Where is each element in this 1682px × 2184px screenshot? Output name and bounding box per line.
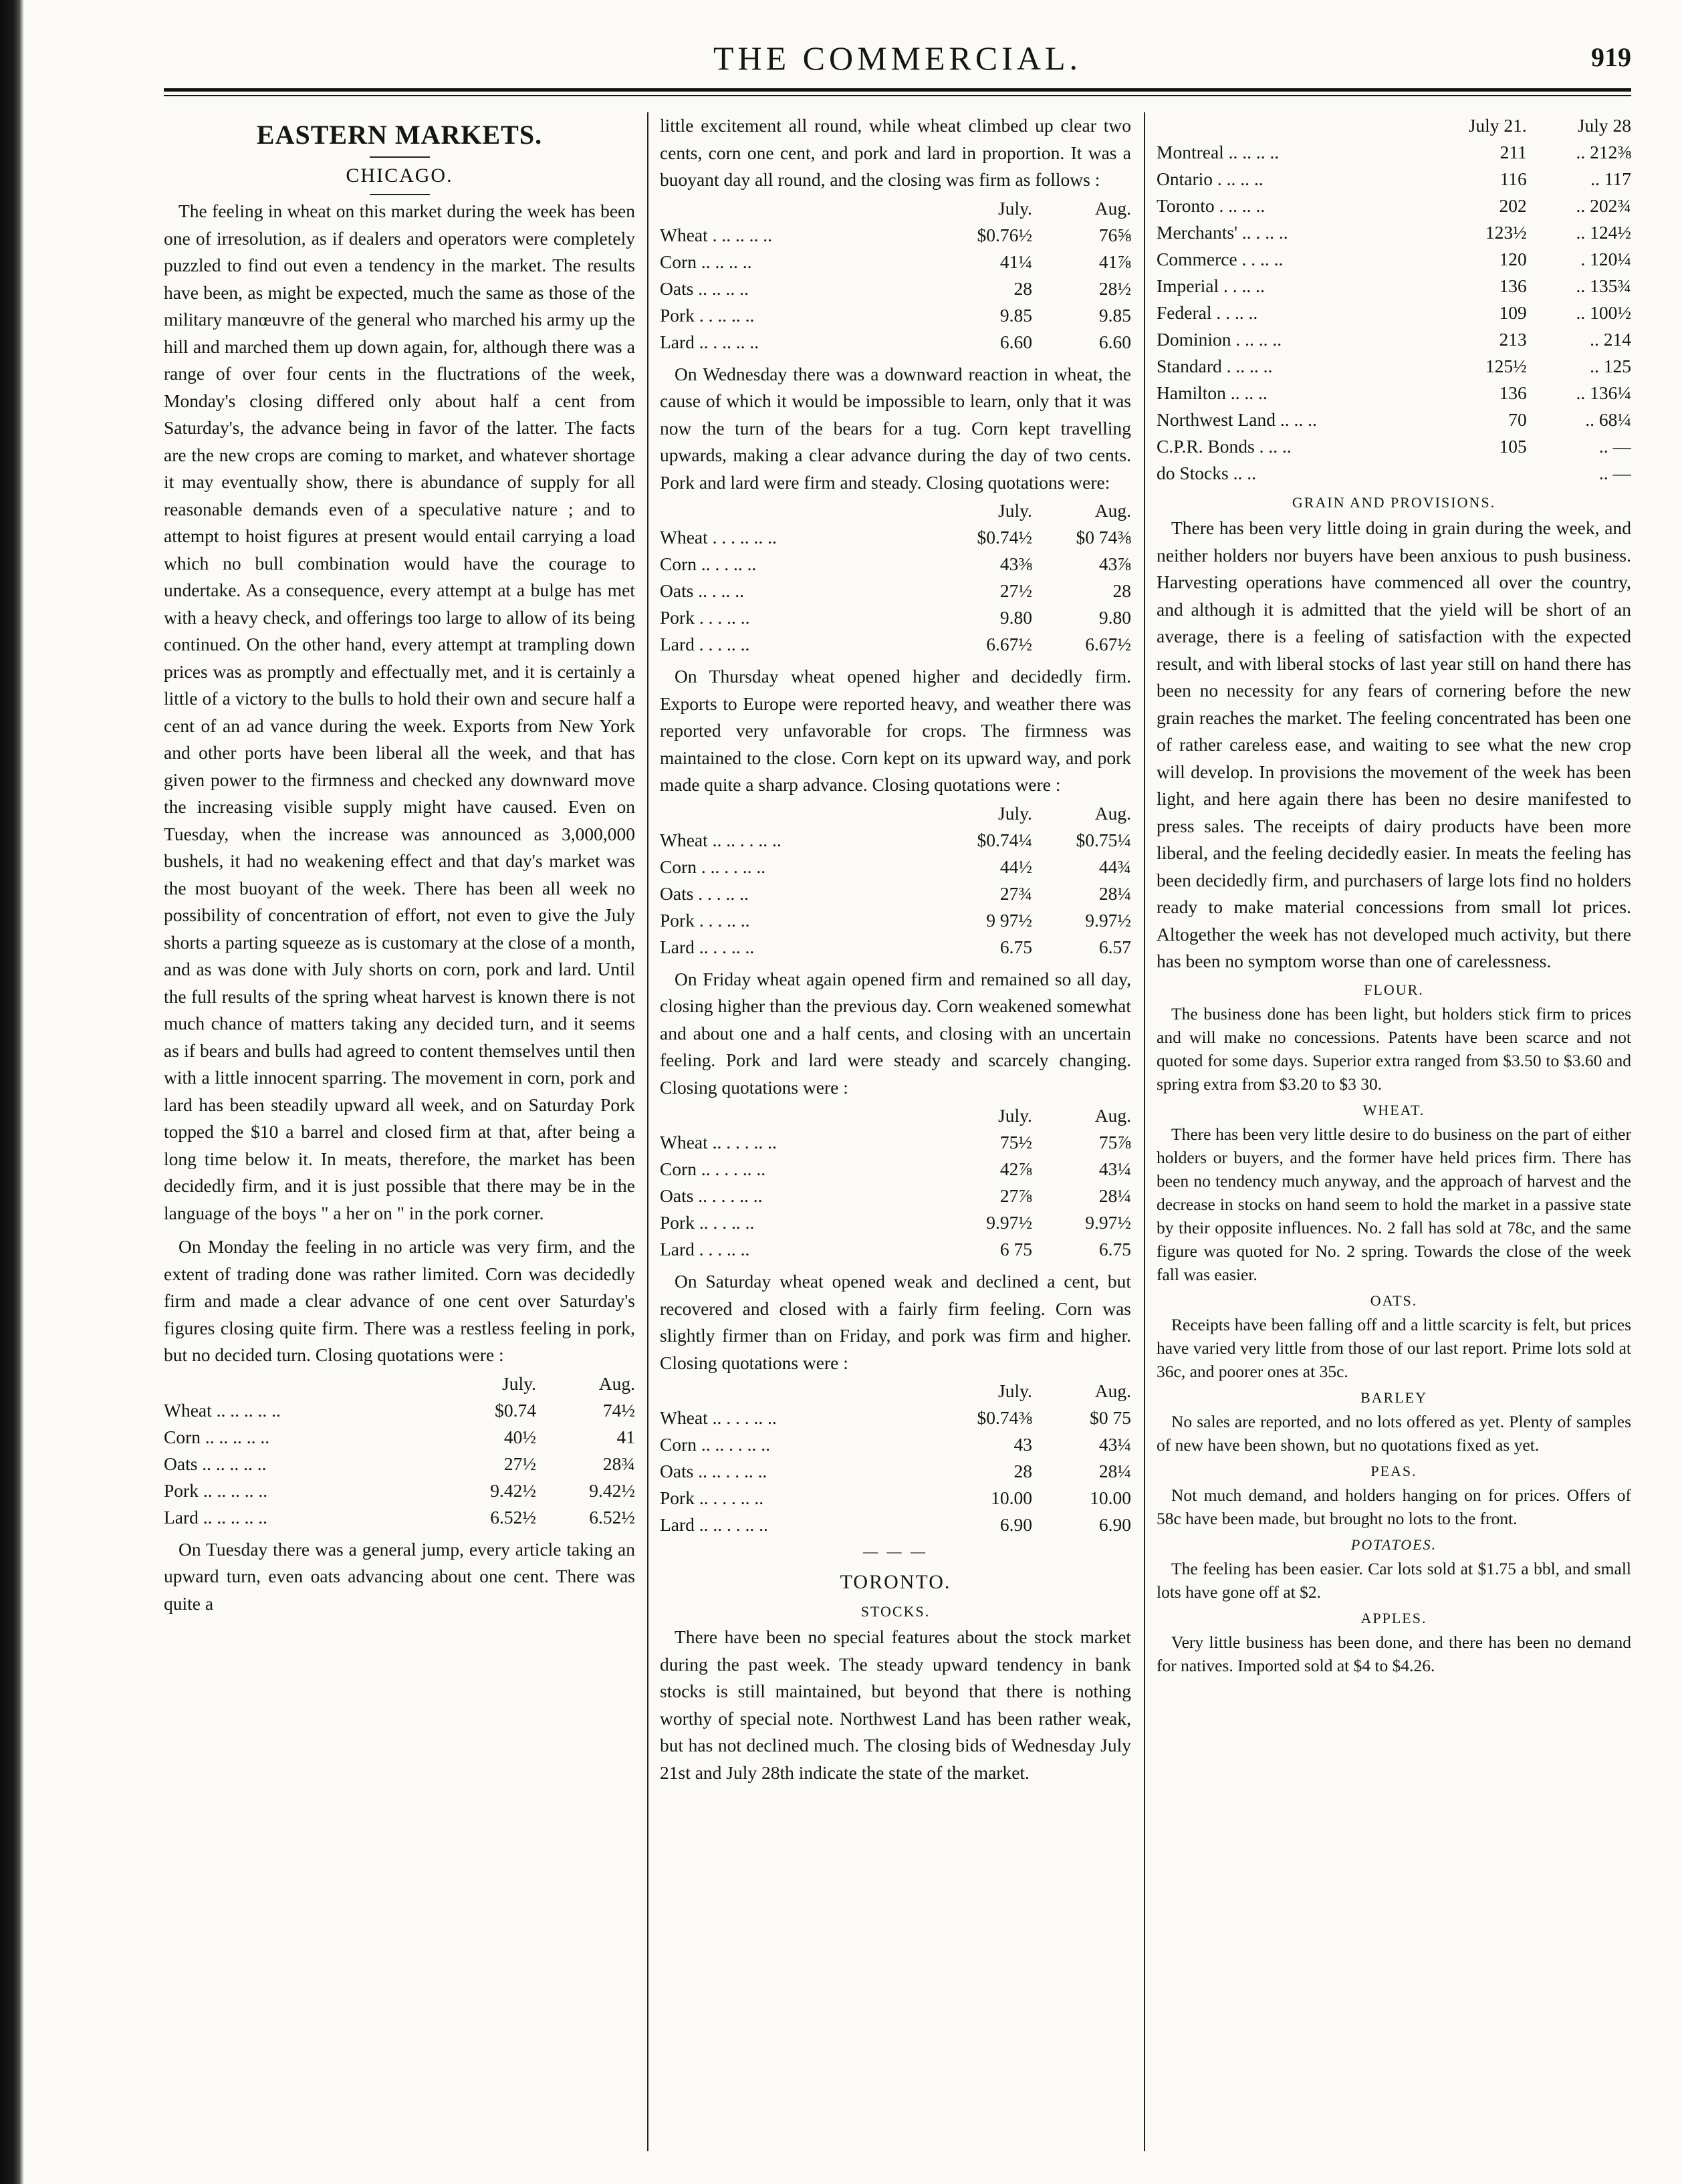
bid-july-21: 213 — [1499, 329, 1527, 350]
quotation-row — [164, 1451, 635, 1477]
aug-price: 74½ — [602, 1399, 635, 1421]
quotation-row — [660, 1405, 1131, 1431]
quotation-row — [660, 249, 1131, 275]
quotation-header-row — [660, 1378, 1131, 1405]
barley-paragraph: No sales are reported, and no lots offered as yet. Plenty of samples of new have been shown, but no quotations fixed as yet. — [1157, 1411, 1631, 1455]
stock-name: Ontario . .. .. .. — [1157, 168, 1264, 189]
column-3 — [1157, 112, 1631, 2151]
aug-price: 9.85 — [1098, 304, 1131, 326]
aug-price: 6.52½ — [589, 1506, 635, 1528]
bid-july-28: .. 125 — [1590, 356, 1631, 376]
july-price: $0.74½ — [977, 527, 1032, 548]
commodity-label: Wheat .. .. . . .. .. — [660, 829, 782, 850]
july-price: 40½ — [503, 1426, 536, 1447]
subheading-peas: PEAS. — [1370, 1462, 1417, 1479]
quotation-row — [660, 880, 1131, 907]
july-price: 6.75 — [999, 936, 1032, 957]
commodity-label: Pork . . .. .. .. — [660, 304, 755, 326]
bid-july-28: .. 202¾ — [1576, 195, 1631, 216]
stock-name: Merchants' .. . .. .. — [1157, 222, 1288, 243]
bid-july-28: .. 135¾ — [1576, 275, 1631, 296]
commodity-label: Corn .. .. .. .. — [660, 251, 752, 272]
july-price: 42⅞ — [999, 1159, 1032, 1179]
heading-rule — [370, 156, 430, 158]
aug-price: 28 — [1112, 580, 1131, 601]
apples-paragraph: Very little business has been done, and there has been no demand for natives. Imported sold at $4 to $4.26. — [1157, 1632, 1631, 1675]
aug-price: 75⅞ — [1098, 1132, 1131, 1152]
aug-price: 9.97½ — [1085, 909, 1131, 931]
saturday-paragraph: On Saturday wheat opened weak and declined a cent, but recovered and closed with a fairly firm feeling. Corn was slightly firmer than on Friday, and pork was firm and higher. Closing quotations were : — [660, 1271, 1131, 1373]
quotation-row — [660, 907, 1131, 934]
stock-row — [1157, 299, 1631, 326]
stock-row — [1157, 193, 1631, 219]
column-divider — [647, 112, 648, 2151]
aug-price: 10.00 — [1090, 1487, 1131, 1508]
stock-row — [1157, 166, 1631, 193]
commodity-label: Corn .. .. .. .. .. — [164, 1426, 270, 1447]
subheading-apples: APPLES. — [1360, 1609, 1427, 1626]
article-columns — [164, 112, 1631, 2151]
subheading-barley: BARLEY — [1360, 1388, 1427, 1406]
commodity-label: Oats .. .. . . .. .. — [660, 1461, 767, 1481]
july-price: 6.90 — [999, 1514, 1032, 1535]
july-price: $0.74¼ — [977, 829, 1032, 850]
commodity-label: Lard .. . .. .. .. — [660, 331, 759, 352]
wheat-paragraph: There has been very little desire to do business on the part of either holders or buyers, and the former have held prices firm. There has been no tendency much anyway, and the approach of harvest and the decrease in stocks on hand seem to hold the market in a passive state by their opposite influences. No. 2 fall has sold at 78c, and the same figure was quoted for No. 2 spring. Towards the close of the week fall was easier. — [1157, 1124, 1631, 1284]
stock-name: Imperial . . .. .. — [1157, 275, 1265, 296]
bid-july-28: .. — — [1598, 436, 1631, 457]
quotation-header-july: July. — [998, 197, 1032, 219]
commodity-label: Oats .. . .. .. — [660, 580, 745, 601]
quotation-row — [660, 1511, 1131, 1538]
aug-price: 6.67½ — [1085, 634, 1131, 654]
quotation-header-blank — [660, 800, 933, 827]
quotation-row — [660, 302, 1131, 329]
bid-july-21: 136 — [1499, 382, 1527, 403]
column-1 — [164, 112, 635, 2151]
wednesday-quotations-table — [660, 497, 1131, 658]
stock-row — [1157, 460, 1631, 487]
july-price: 6.67½ — [986, 634, 1032, 654]
stock-bids-table — [1157, 112, 1631, 487]
aug-price: 9.80 — [1098, 607, 1131, 628]
aug-price: 6.60 — [1098, 331, 1131, 352]
heading-rule — [370, 194, 430, 195]
quotation-row — [660, 329, 1131, 356]
bid-july-28: .. 214 — [1590, 329, 1631, 350]
quotation-header-row — [660, 1102, 1131, 1129]
aug-price: 6.90 — [1098, 1514, 1131, 1535]
stock-name: Dominion . .. .. .. — [1157, 329, 1282, 350]
bid-july-21: 125½ — [1485, 356, 1527, 376]
bid-july-28: . 120¼ — [1580, 249, 1631, 269]
aug-price: 43¼ — [1098, 1159, 1131, 1179]
bid-july-21: 70 — [1508, 409, 1527, 430]
bid-july-21: 109 — [1499, 302, 1527, 323]
aug-price: 44¾ — [1098, 856, 1131, 877]
bid-july-21: 123½ — [1485, 222, 1527, 243]
aug-price: 76⅝ — [1098, 224, 1131, 245]
thursday-paragraph: On Thursday wheat opened higher and decidedly firm. Exports to Europe were reported heavy, and weather there was reported very unfavorable for crops. The firmness was maintained to the close. Corn kept on its upward way, and pork made quite a sharp advance. Closing quotations were : — [660, 666, 1131, 795]
july-price: 27¾ — [999, 882, 1032, 904]
bid-july-28: .. 136¼ — [1576, 382, 1631, 403]
stock-table-header — [1157, 112, 1631, 139]
stock-table-header-blank — [1157, 112, 1423, 139]
stock-row — [1157, 326, 1631, 353]
saturday-quotations-table — [660, 1378, 1131, 1538]
quotation-header-july: July. — [502, 1372, 536, 1394]
masthead-rule-thick — [164, 88, 1631, 92]
aug-price: 41⅞ — [1098, 251, 1131, 272]
chicago-intro-paragraph: The feeling in wheat on this market during the week has been one of irresolution, as if dealers and operators were completely puzzled to find out even a tendency in the market. The results have been, as might be expected, much the same as those of the military manœuvre of the general who marched his army up the hill and marched them up down again, for, although there was a range of over four cents in the fluctrations of the week, Monday's closing differed only about half a cent from Saturday's, the advance being in favor of the latter. The facts are the new crops are coming to market, and whatever shortage it may eventually show, there is abundance of supply for all reasonable demands even of a speculative nature ; and to attempt to hoist figures at present would entail carrying a load which no bull combination would have the courage to undertake. As a consequence, every attempt at a bulge has met with a heavy check, and offerings too large to allow of its being continued. On the other hand, every attempt at trampling down prices was as promptly and effectually met, and it is certainly a little of a victory to the bulls to hold their own and secure half a cent of an ad vance during the week. Exports from New York and other ports have been liberal all the week, and that has given power to the firmness and checked any downward move the increasing visible supply might have caused. Even on Tuesday, when the increase was announced as 3,000,000 bushels, it had no weakening effect and that day's market was the most buoyant of the week. There has been all week no possibility of concentration of effort, not even to give the July shorts a parting squeeze as is customary at the close of a month, and as was done with July shorts on corn, pork and lard. Until the full results of the spring wheat harvest is known there is not much chance of matters taking any decided turn, and it seems as if bears and bulls had agreed to content themselves until then with a little innocent sparring. The movement in corn, pork and lard has been steadily upward all week, and on Saturday Pork topped the $10 a barrel and closed firm at that, after being a long time below it. In meats, therefore, the market has been decidedly firm, and it is just possible that there may be in the language of the boys " a her on " in the pork corner. — [164, 201, 635, 1223]
aug-price: 43⅞ — [1098, 554, 1131, 574]
column-divider — [1144, 112, 1145, 2151]
monday-paragraph: On Monday the feeling in no article was very firm, and the extent of trading done was rather limited. Corn was decidedly firm and made a clear advance of one cent over Saturday's figures closing quite firm. There was a restless feeling in pork, but no decided turn. Closing quotations were : — [164, 1236, 635, 1365]
commodity-label: Oats .. .. .. .. — [660, 277, 749, 299]
commodity-label: Oats .. . . . .. .. — [660, 1185, 763, 1206]
aug-price: 41 — [616, 1426, 635, 1447]
aug-price: $0 75 — [1090, 1407, 1131, 1428]
july-price: 9.42½ — [490, 1479, 536, 1501]
july-price: 9.80 — [999, 607, 1032, 628]
stock-name: Hamilton .. .. .. — [1157, 382, 1268, 403]
quotation-row — [660, 827, 1131, 854]
bid-july-21 — [1423, 460, 1527, 487]
quotation-row — [660, 1485, 1131, 1511]
july-price: 43 — [1013, 1434, 1032, 1455]
july-price: $0.74⅜ — [977, 1407, 1032, 1428]
binding-edge — [0, 0, 24, 2184]
aug-price: 9.97½ — [1085, 1212, 1131, 1233]
section-heading-eastern-markets: EASTERN MARKETS. — [256, 120, 543, 150]
july-price: 41¼ — [999, 251, 1032, 272]
subheading-stocks: STOCKS. — [860, 1603, 931, 1620]
stock-row — [1157, 353, 1631, 380]
stock-name: do Stocks .. .. — [1157, 463, 1256, 483]
stocks-paragraph: There have been no special features about the stock market during the past week. The steady upward tendency in bank stocks is still maintained, but beyond that there is nothing worthy of special note. Northwest Land has been rather weak, but has not declined much. The closing bids of Wednesday July 21st and July 28th indicate the state of the market. — [660, 1626, 1131, 1783]
stock-name: Commerce . . .. .. — [1157, 249, 1284, 269]
thursday-quotations-table — [660, 800, 1131, 961]
stock-row — [1157, 273, 1631, 299]
flour-paragraph: The business done has been light, but holders stick firm to prices and will make no concessions. Patents have been scarce and not quoted for some days. Superior extra ranged from $3.50 to $3.60 and spring extra from $3.20 to $3 30. — [1157, 1003, 1631, 1094]
commodity-label: Pork . . . .. .. — [660, 607, 750, 628]
quotation-row — [660, 1183, 1131, 1209]
quotation-row — [660, 524, 1131, 551]
quotation-header-row — [660, 800, 1131, 827]
commodity-label: Wheat . . . .. .. .. — [660, 527, 777, 548]
quotation-row — [660, 1431, 1131, 1458]
commodity-label: Pork .. .. .. .. .. — [164, 1479, 268, 1501]
quotation-header-row — [660, 497, 1131, 524]
commodity-label: Corn .. . . . .. .. — [660, 1159, 766, 1179]
quotation-header-row — [164, 1370, 635, 1397]
aug-price: 6.57 — [1098, 936, 1131, 957]
quotation-header-aug: Aug. — [1094, 1380, 1131, 1401]
july-price: 28 — [1013, 277, 1032, 299]
commodity-label: Lard .. .. . . .. .. — [660, 1514, 768, 1535]
subheading-grain-provisions: GRAIN AND PROVISIONS. — [1292, 494, 1496, 511]
quotation-header-row — [660, 195, 1131, 222]
quotation-header-blank — [660, 1378, 933, 1405]
quotation-row — [164, 1424, 635, 1451]
aug-price: 28¼ — [1098, 882, 1131, 904]
aug-price: 28¾ — [602, 1453, 635, 1474]
commodity-label: Wheat . .. .. .. .. — [660, 224, 773, 245]
tuesday-quotations-table — [660, 195, 1131, 356]
aug-price: 28½ — [1098, 277, 1131, 299]
july-price: 27½ — [999, 580, 1032, 601]
friday-paragraph: On Friday wheat again opened firm and remained so all day, closing higher than the previous day. Corn weakened somewhat and about one and a half cents, and closing with an uncertain feeling. Pork and lard were steady and scarcely changing. Closing quotations were : — [660, 968, 1131, 1098]
commodity-label: Corn .. . . .. .. — [660, 554, 757, 574]
stock-row — [1157, 380, 1631, 406]
july-price: 9.85 — [999, 304, 1032, 326]
commodity-label: Lard .. . . .. .. — [660, 936, 755, 957]
stock-name: C.P.R. Bonds . .. .. — [1157, 436, 1292, 457]
july-price: $0.74 — [495, 1399, 536, 1421]
july-price: $0.76½ — [977, 224, 1032, 245]
quotation-row — [660, 1209, 1131, 1236]
july-price: 27½ — [503, 1453, 536, 1474]
newspaper-page — [164, 39, 1631, 2158]
quotation-row — [164, 1397, 635, 1424]
aug-price: 28¼ — [1098, 1185, 1131, 1206]
commodity-label: Wheat .. .. .. .. .. — [164, 1399, 281, 1421]
stock-name: Standard . .. .. .. — [1157, 356, 1273, 376]
subheading-potatoes: POTATOES. — [1350, 1536, 1437, 1553]
quotation-row — [660, 854, 1131, 880]
aug-price: $0.75¼ — [1076, 829, 1131, 850]
quotation-header-aug: Aug. — [1094, 500, 1131, 521]
july-price: 44½ — [999, 856, 1032, 877]
aug-price: 28¼ — [1098, 1461, 1131, 1481]
aug-price: 6.75 — [1098, 1239, 1131, 1259]
quotation-header-july: July. — [998, 1105, 1032, 1126]
quotation-header-blank — [660, 195, 933, 222]
july-price: 6.60 — [999, 331, 1032, 352]
july-price: 10.00 — [991, 1487, 1032, 1508]
commodity-label: Wheat .. . . . .. .. — [660, 1132, 777, 1152]
subheading-chicago: CHICAGO. — [346, 164, 453, 187]
stock-name: Toronto . .. .. .. — [1157, 195, 1266, 216]
commodity-label: Lard . . . .. .. — [660, 634, 750, 654]
aug-price: 43¼ — [1098, 1434, 1131, 1455]
july-price: 43⅜ — [999, 554, 1032, 574]
july-price: 9.97½ — [986, 1212, 1032, 1233]
quotation-header-aug: Aug. — [1094, 197, 1131, 219]
aug-price: 9.42½ — [589, 1479, 635, 1501]
potatoes-paragraph: The feeling has been easier. Car lots sold at $1.75 a bbl, and small lots have gone off at $2. — [1157, 1558, 1631, 1602]
july-price: 6 75 — [999, 1239, 1032, 1259]
bid-july-28: .. 212⅜ — [1576, 142, 1631, 162]
aug-price: $0 74⅜ — [1076, 527, 1131, 548]
quotation-header-aug: Aug. — [1094, 1105, 1131, 1126]
stock-name: Northwest Land .. .. .. — [1157, 409, 1317, 430]
publication-title: THE COMMERCIAL. — [713, 39, 1082, 77]
commodity-label: Corn .. .. . . .. .. — [660, 1434, 770, 1455]
stock-table-body — [1157, 139, 1631, 487]
quotation-row — [660, 222, 1131, 249]
quotation-row — [660, 934, 1131, 961]
stock-row — [1157, 433, 1631, 460]
stock-row — [1157, 139, 1631, 166]
page-number: 919 — [1591, 42, 1631, 72]
column-2 — [660, 112, 1131, 2151]
quotation-header-aug: Aug. — [598, 1372, 635, 1394]
quotation-header-blank — [660, 1102, 933, 1129]
bid-july-28: .. 124½ — [1576, 222, 1631, 243]
bid-july-28: .. 117 — [1590, 168, 1631, 189]
bid-july-28: .. 100½ — [1576, 302, 1631, 323]
tuesday-paragraph: On Tuesday there was a general jump, every article taking an upward turn, even oats advancing about one cent. There was quite a — [164, 1538, 635, 1614]
section-separator: — — — — [863, 1543, 928, 1560]
july-price: 27⅞ — [999, 1185, 1032, 1206]
masthead-rule-thin — [164, 95, 1631, 96]
july-price: 28 — [1013, 1461, 1032, 1481]
subheading-flour: FLOUR. — [1364, 981, 1424, 998]
stock-table-header-july28: July 28 — [1577, 115, 1631, 136]
bid-july-21: 105 — [1499, 436, 1527, 457]
peas-paragraph: Not much demand, and holders hanging on for prices. Offers of 58c have been made, but brought no lots to the front. — [1157, 1485, 1631, 1528]
quotation-row — [660, 1236, 1131, 1263]
quotation-header-blank — [164, 1370, 437, 1397]
stock-name: Montreal .. .. .. .. — [1157, 142, 1280, 162]
quotation-row — [660, 1129, 1131, 1156]
quotation-header-july: July. — [998, 1380, 1032, 1401]
wednesday-paragraph: On Wednesday there was a downward reaction in wheat, the cause of which it would be impossible to learn, only that it was now the turn of the bears for a tug. Corn kept travelling upwards, making a clear advance during the day of two cents. Pork and lard were firm and steady. Closing quotations were: — [660, 363, 1131, 493]
bid-july-21: 120 — [1499, 249, 1527, 269]
quotation-row — [660, 604, 1131, 631]
tuesday-paragraph-continued: little excitement all round, while wheat climbed up clear two cents, corn one cent, and pork and lard in proportion. It was a buoyant day all round, and the closing was firm as follows : — [660, 115, 1131, 190]
commodity-label: Corn . .. . . .. .. — [660, 856, 766, 877]
quotation-row — [660, 578, 1131, 604]
july-price: 75½ — [999, 1132, 1032, 1152]
quotation-row — [660, 631, 1131, 658]
commodity-label: Oats .. .. .. .. .. — [164, 1453, 267, 1474]
bid-july-21: 202 — [1499, 195, 1527, 216]
quotation-header-blank — [660, 497, 933, 524]
july-price: 6.52½ — [490, 1506, 536, 1528]
stock-row — [1157, 219, 1631, 246]
bid-july-28: .. — — [1598, 463, 1631, 483]
bid-july-28: .. 68¼ — [1585, 409, 1631, 430]
stock-row — [1157, 246, 1631, 273]
quotation-row — [164, 1504, 635, 1531]
stock-table-header-july21: July 21. — [1468, 115, 1527, 136]
quotation-row — [660, 1458, 1131, 1485]
oats-paragraph: Receipts have been falling off and a little scarcity is felt, but prices have varied very little from those of our last report. Prime lots sold at 36c, and poorer ones at 35c. — [1157, 1314, 1631, 1381]
monday-quotations-table — [164, 1370, 635, 1531]
subheading-toronto: TORONTO. — [840, 1571, 951, 1593]
commodity-label: Pork .. . . .. .. — [660, 1212, 755, 1233]
masthead — [164, 39, 1631, 88]
bid-july-21: 136 — [1499, 275, 1527, 296]
stock-name: Federal . . .. .. — [1157, 302, 1258, 323]
commodity-label: Wheat .. . . . .. .. — [660, 1407, 777, 1428]
july-price: 9 97½ — [986, 909, 1032, 931]
commodity-label: Lard .. .. .. .. .. — [164, 1506, 268, 1528]
subheading-wheat: WHEAT. — [1362, 1101, 1425, 1118]
quotation-row — [164, 1477, 635, 1504]
quotation-row — [660, 1156, 1131, 1183]
commodity-label: Pork . . . .. .. — [660, 909, 750, 931]
quotation-row — [660, 275, 1131, 302]
quotation-header-july: July. — [998, 500, 1032, 521]
commodity-label: Pork .. . . . .. .. — [660, 1487, 764, 1508]
quotation-header-aug: Aug. — [1094, 802, 1131, 824]
friday-quotations-table — [660, 1102, 1131, 1263]
stock-row — [1157, 406, 1631, 433]
bid-july-21: 116 — [1499, 168, 1527, 189]
commodity-label: Lard . . . .. .. — [660, 1239, 750, 1259]
subheading-oats: OATS. — [1370, 1292, 1418, 1309]
quotation-row — [660, 551, 1131, 578]
quotation-header-july: July. — [998, 802, 1032, 824]
bid-july-21: 211 — [1499, 142, 1527, 162]
grain-paragraph: There has been very little doing in grain during the week, and neither holders nor buyers have been anxious to push business. Harvesting operations have commenced all over the country, and although it is admitted that the yield will be short of an average, there is a feeling of satisfaction with the expected result, and with liberal stocks of last year still on hand there has been no necessity for any fears of cornering before the new grain reaches the market. The feeling concentrated has been one of rather careless ease, and waiting to see what the new crop will develop. In provisions the movement of the week has been light, and here again there has been no desire manifested to press sales. The receipts of dairy products have been more liberal, and the feeling decidedly easier. In meats the feeling has been decidedly firm, and purchasers of large lots find no holders ready to make material concessions from small lot prices. Altogether the week has not developed much activity, but there has been no symptom worse than one of carelessness. — [1157, 517, 1631, 971]
commodity-label: Oats . . . .. .. — [660, 882, 749, 904]
